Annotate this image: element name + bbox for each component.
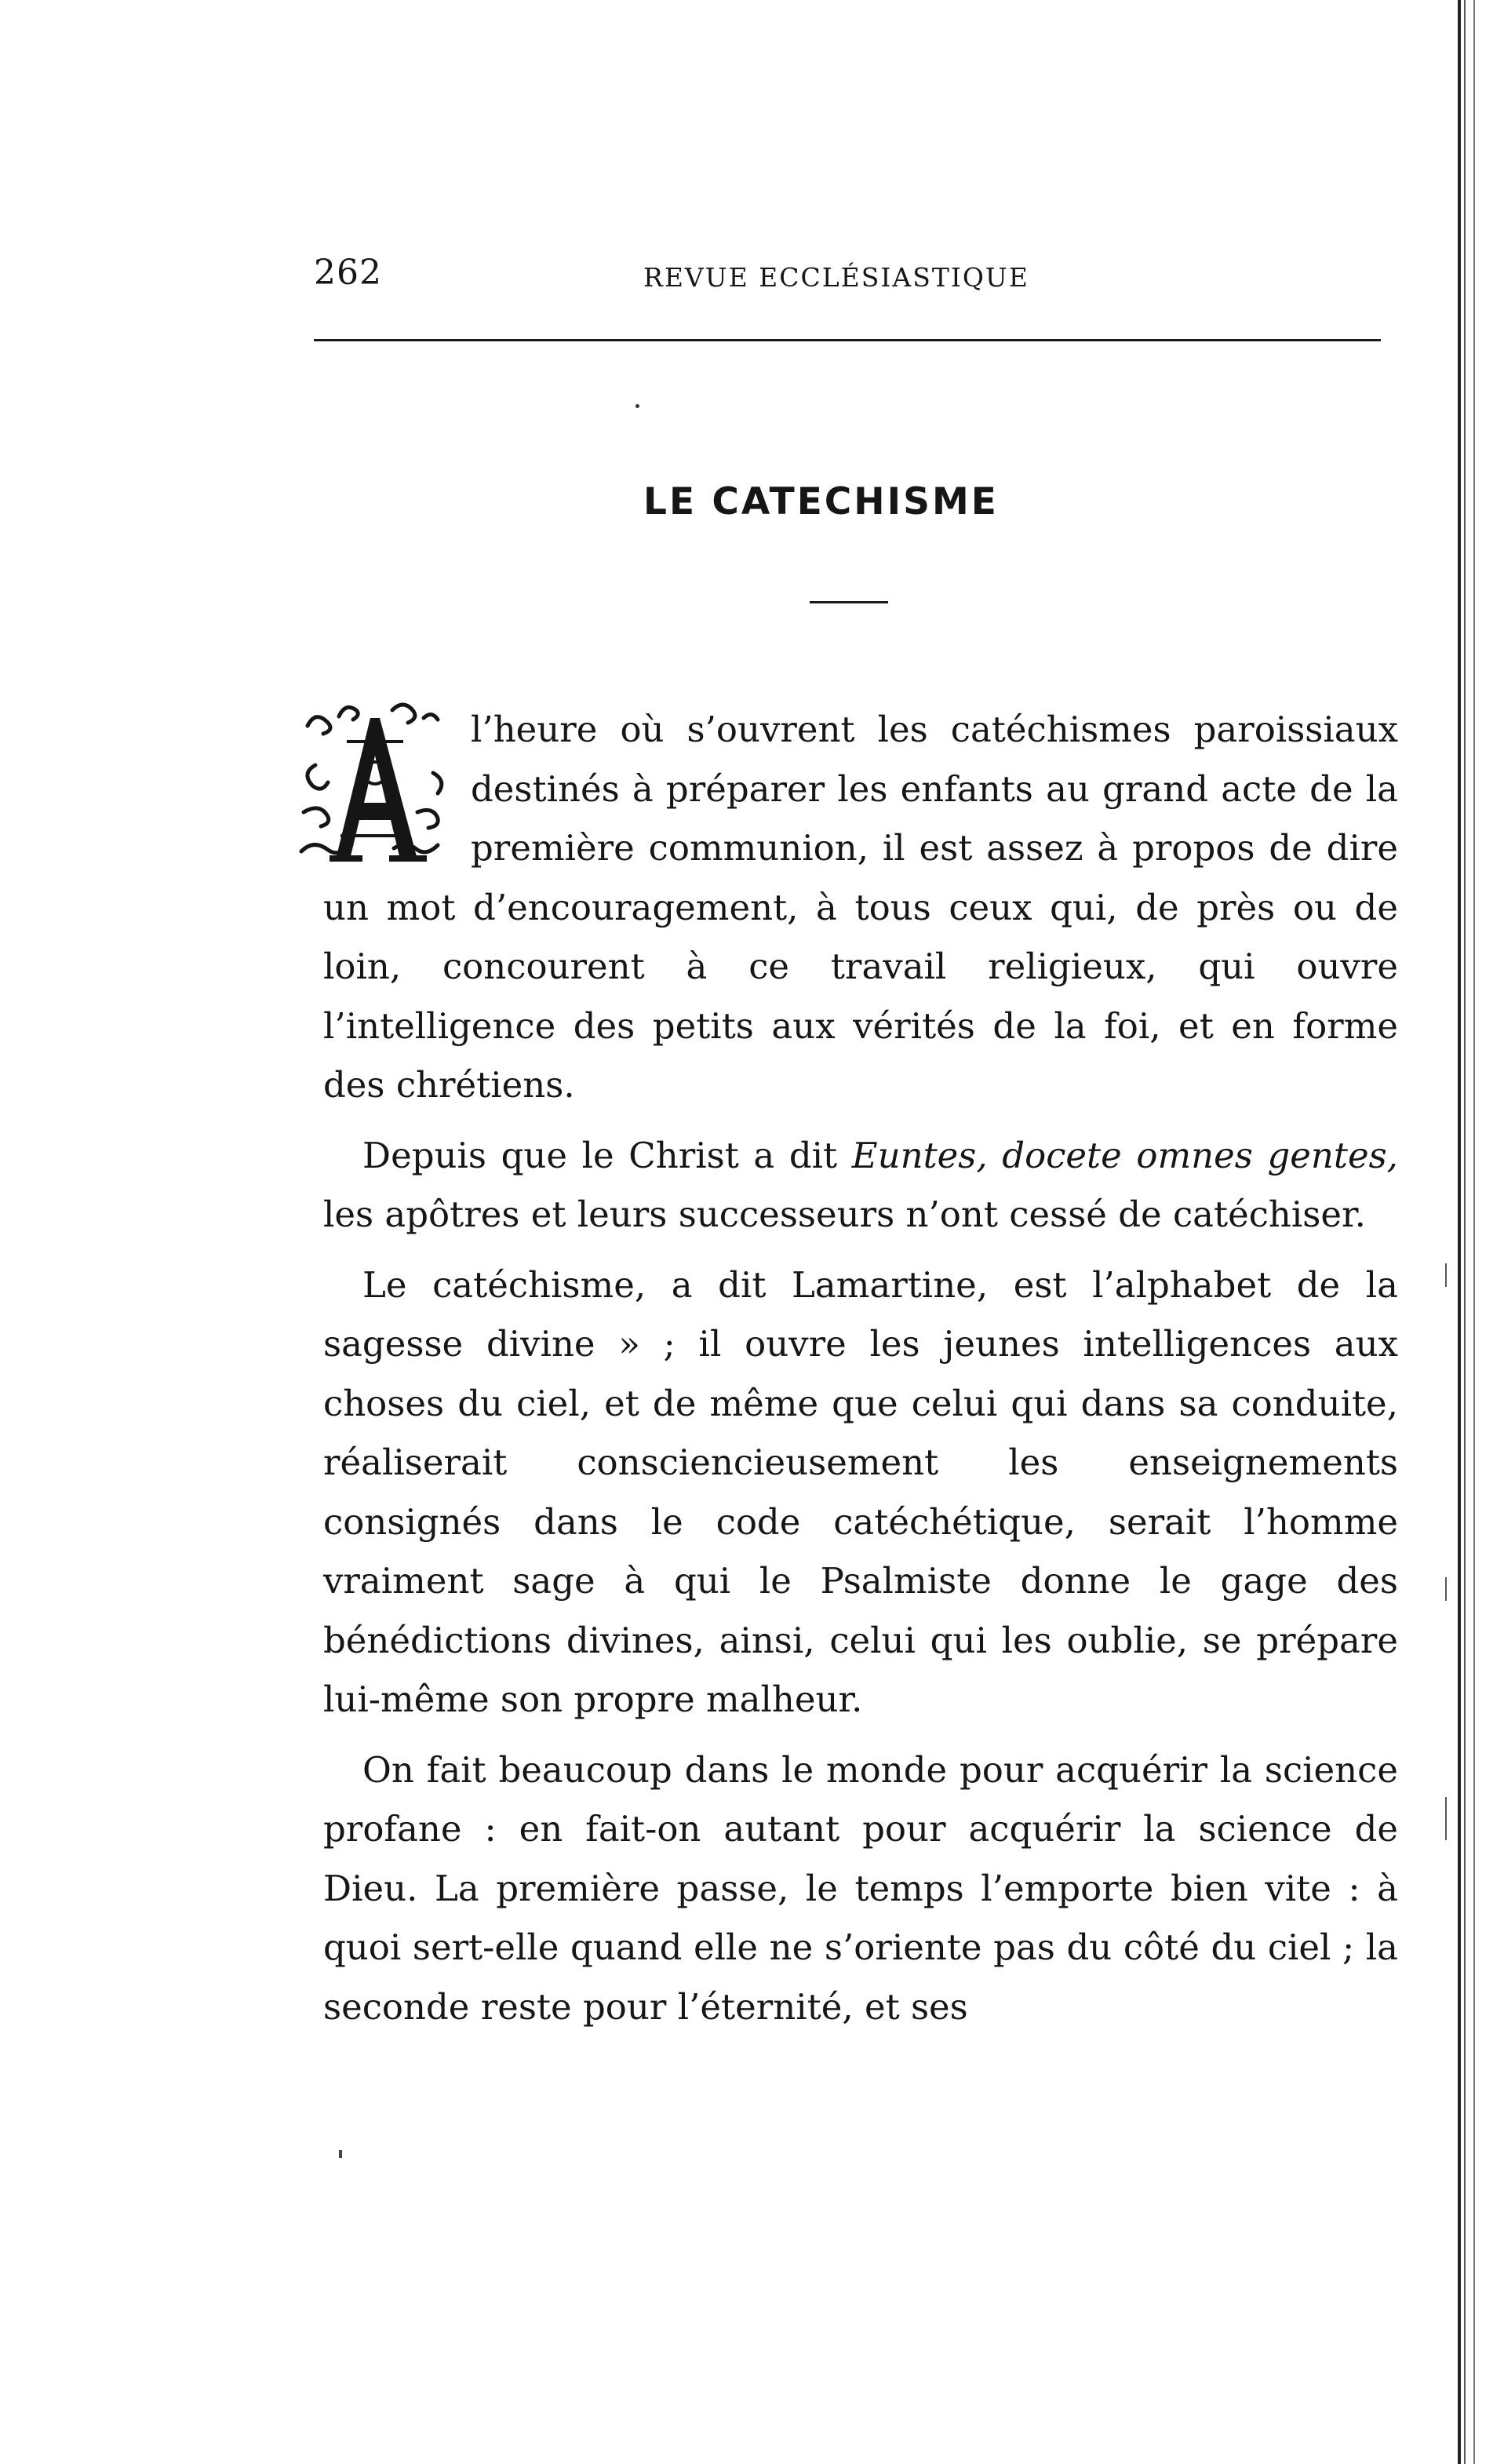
page-number: 262 <box>314 253 382 293</box>
margin-mark <box>1445 1577 1459 1601</box>
paragraph-2-text-before: Depuis que le Christ a dit <box>362 1134 852 1176</box>
print-speck <box>339 2150 342 2158</box>
paragraph-4 <box>323 1740 1398 2037</box>
header-rule <box>314 339 1381 341</box>
latin-quotation: Euntes, docete omnes gentes, <box>851 1134 1398 1176</box>
page-edge-shadow <box>1458 0 1461 2464</box>
paragraph-1 <box>323 700 1398 1115</box>
article-title: LE CATECHISME <box>643 480 999 523</box>
paragraph-2 <box>323 1126 1398 1245</box>
article-body <box>323 700 1398 2047</box>
margin-mark <box>1445 1817 1459 1840</box>
running-head <box>314 253 1381 300</box>
drop-cap-space <box>323 700 471 865</box>
page-edge-shadow-inner <box>1464 0 1466 2464</box>
page-edge-shadow-outer <box>1473 0 1475 2464</box>
journal-title: REVUE ECCLÉSIASTIQUE <box>643 262 1029 293</box>
margin-mark <box>1445 1263 1459 1287</box>
paragraph-2-text-after: les apôtres et leurs successeurs n’ont cessé de catéchiser. <box>323 1194 1366 1235</box>
title-rule <box>810 601 888 603</box>
paragraph-1-text: l’heure où s’ouvrent les catéchismes paroissiaux destinés à préparer les enfants au grand acte de la première communion, il est assez à propos de dire un mot d’encouragement, à tous ceux qui, de près ou de loin, concourent à ce travail religieux, qui ouvre l’intelligence des petits aux vérités de la foi, et en forme des chrétiens. <box>323 709 1398 1106</box>
paragraph-4-text: On fait beaucoup dans le monde pour acquérir la science profane : en fait-on autant pour acquérir la science de Dieu. La première passe, le temps l’emporte bien vite : à quoi sert-elle quand elle ne s’oriente pas du côté du ciel ; la seconde reste pour l’éternité, et ses <box>323 1748 1398 2028</box>
paragraph-3-text: Le catéchisme, a dit Lamartine, est l’alphabet de la sagesse divine » ; il ouvre les jeunes intelligences aux choses du ciel, et de même que celui qui dans sa conduite, réaliserait consciencieusement les enseignements consignés dans le code catéchétique, serait l’homme vraiment sage à qui le Psalmiste donne le gage des bénédictions divines, ainsi, celui qui les oublie, se prépare lui-même son propre malheur. <box>323 1263 1398 1720</box>
print-speck <box>635 404 639 408</box>
paragraph-3 <box>323 1256 1398 1730</box>
